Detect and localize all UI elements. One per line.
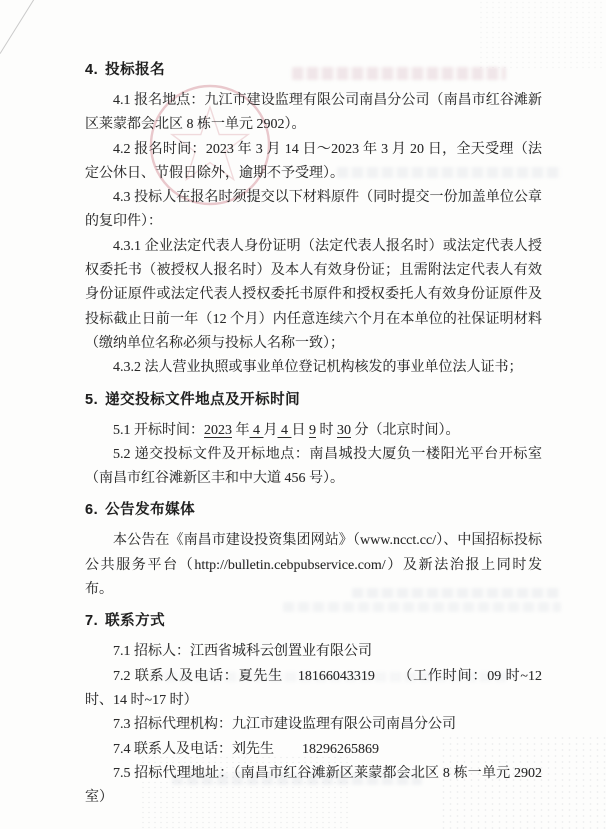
paragraph xyxy=(85,356,542,380)
paragraph xyxy=(85,419,542,443)
text-run: 分（北京时间）。 xyxy=(351,422,460,438)
paragraph xyxy=(85,665,542,714)
section-heading xyxy=(85,609,542,633)
text-run: 4.3.1 企业法定代表人身份证明（法定代表人报名时）或法定代表人授权委托书（被授权人报名时）及本人有效身份证；且需附法定代表人有效身份证原件或法定代表人授权委托书原件和授权委托人有效身份证原件及投标截止日前一年（12 个月）内任意连续六个月在本单位的社保证明材料（缴纳单位名称必须与投标人名称一致）； xyxy=(85,238,542,351)
section-number: 7. xyxy=(85,613,99,630)
text-run: 时 xyxy=(316,422,337,438)
document-content xyxy=(85,58,542,810)
paragraph xyxy=(85,235,542,356)
underlined-value: 30 xyxy=(337,422,351,438)
paragraph xyxy=(85,640,542,664)
underlined-value: 4 xyxy=(249,422,264,438)
section-number: 5. xyxy=(85,391,99,408)
text-run: 7.5 招标代理地址：（南昌市红谷滩新区莱蒙都会北区 8 栋一单元 2902 室） xyxy=(85,765,542,806)
text-run: 4.3.2 法人营业执照或事业单位登记机构核发的事业单位法人证书； xyxy=(113,360,523,376)
section-title: 联系方式 xyxy=(105,613,166,630)
text-run: 本公告在《南昌市建设投资集团网站》（www.ncct.cc/）、中国招标投标公共服务平台（http://bulletin.cebpubservice.com/）及新法治报上同时发布。 xyxy=(85,533,542,598)
section-number: 4. xyxy=(85,62,99,78)
section-heading xyxy=(85,58,542,82)
text-run: 年 xyxy=(232,422,250,438)
text-run: 7.2 联系人及电话：夏先生 18166043319 （工作时间：09 时~12 时、14 时~17 时） xyxy=(85,668,542,708)
text-run: 4.1 报名地点：九江市建设监理有限公司南昌分公司（南昌市红谷滩新区莱蒙都会北区 8 栋一单元 2902）。 xyxy=(85,93,542,133)
section-heading xyxy=(85,388,542,412)
text-run: 4.3 投标人在报名时须提交以下材料原件（同时提交一份加盖单位公章的复印件）： xyxy=(85,190,542,230)
section-number: 6. xyxy=(85,502,99,519)
paragraph xyxy=(85,443,542,492)
paragraph xyxy=(85,529,542,602)
paragraph xyxy=(85,186,542,235)
text-run: 日 xyxy=(291,422,309,438)
text-run: 5.2 递交投标文件及开标地点：南昌城投大厦负一楼阳光平台开标室（南昌市红谷滩新区丰和中大道 456 号）。 xyxy=(85,446,542,487)
underlined-value: 9 xyxy=(309,422,316,438)
paragraph xyxy=(85,738,542,762)
scan-corner-line xyxy=(0,0,34,54)
text-run: 7.4 联系人及电话：刘先生 18296265869 xyxy=(113,741,379,757)
paragraph xyxy=(85,138,542,187)
section-title: 公告发布媒体 xyxy=(105,502,196,519)
paragraph xyxy=(85,89,542,138)
section-title: 递交投标文件地点及开标时间 xyxy=(105,391,301,408)
text-run: 4.2 报名时间：2023 年 3 月 14 日～2023 年 3 月 20 日，全天受理（法定公休日、节假日除外，逾期不予受理）。 xyxy=(85,141,542,181)
paragraph xyxy=(85,713,542,737)
text-run: 7.3 招标代理机构：九江市建设监理有限公司南昌分公司 xyxy=(113,717,456,733)
text-run: 7.1 招标人：江西省城科云创置业有限公司 xyxy=(113,644,372,660)
section-heading xyxy=(85,498,542,522)
underlined-value: 4 xyxy=(277,422,292,438)
underlined-value: 2023 xyxy=(204,422,232,438)
text-run: 月 xyxy=(263,422,278,438)
paragraph xyxy=(85,762,542,811)
text-run: 5.1 开标时间： xyxy=(113,422,204,438)
section-title: 投标报名 xyxy=(105,62,166,78)
